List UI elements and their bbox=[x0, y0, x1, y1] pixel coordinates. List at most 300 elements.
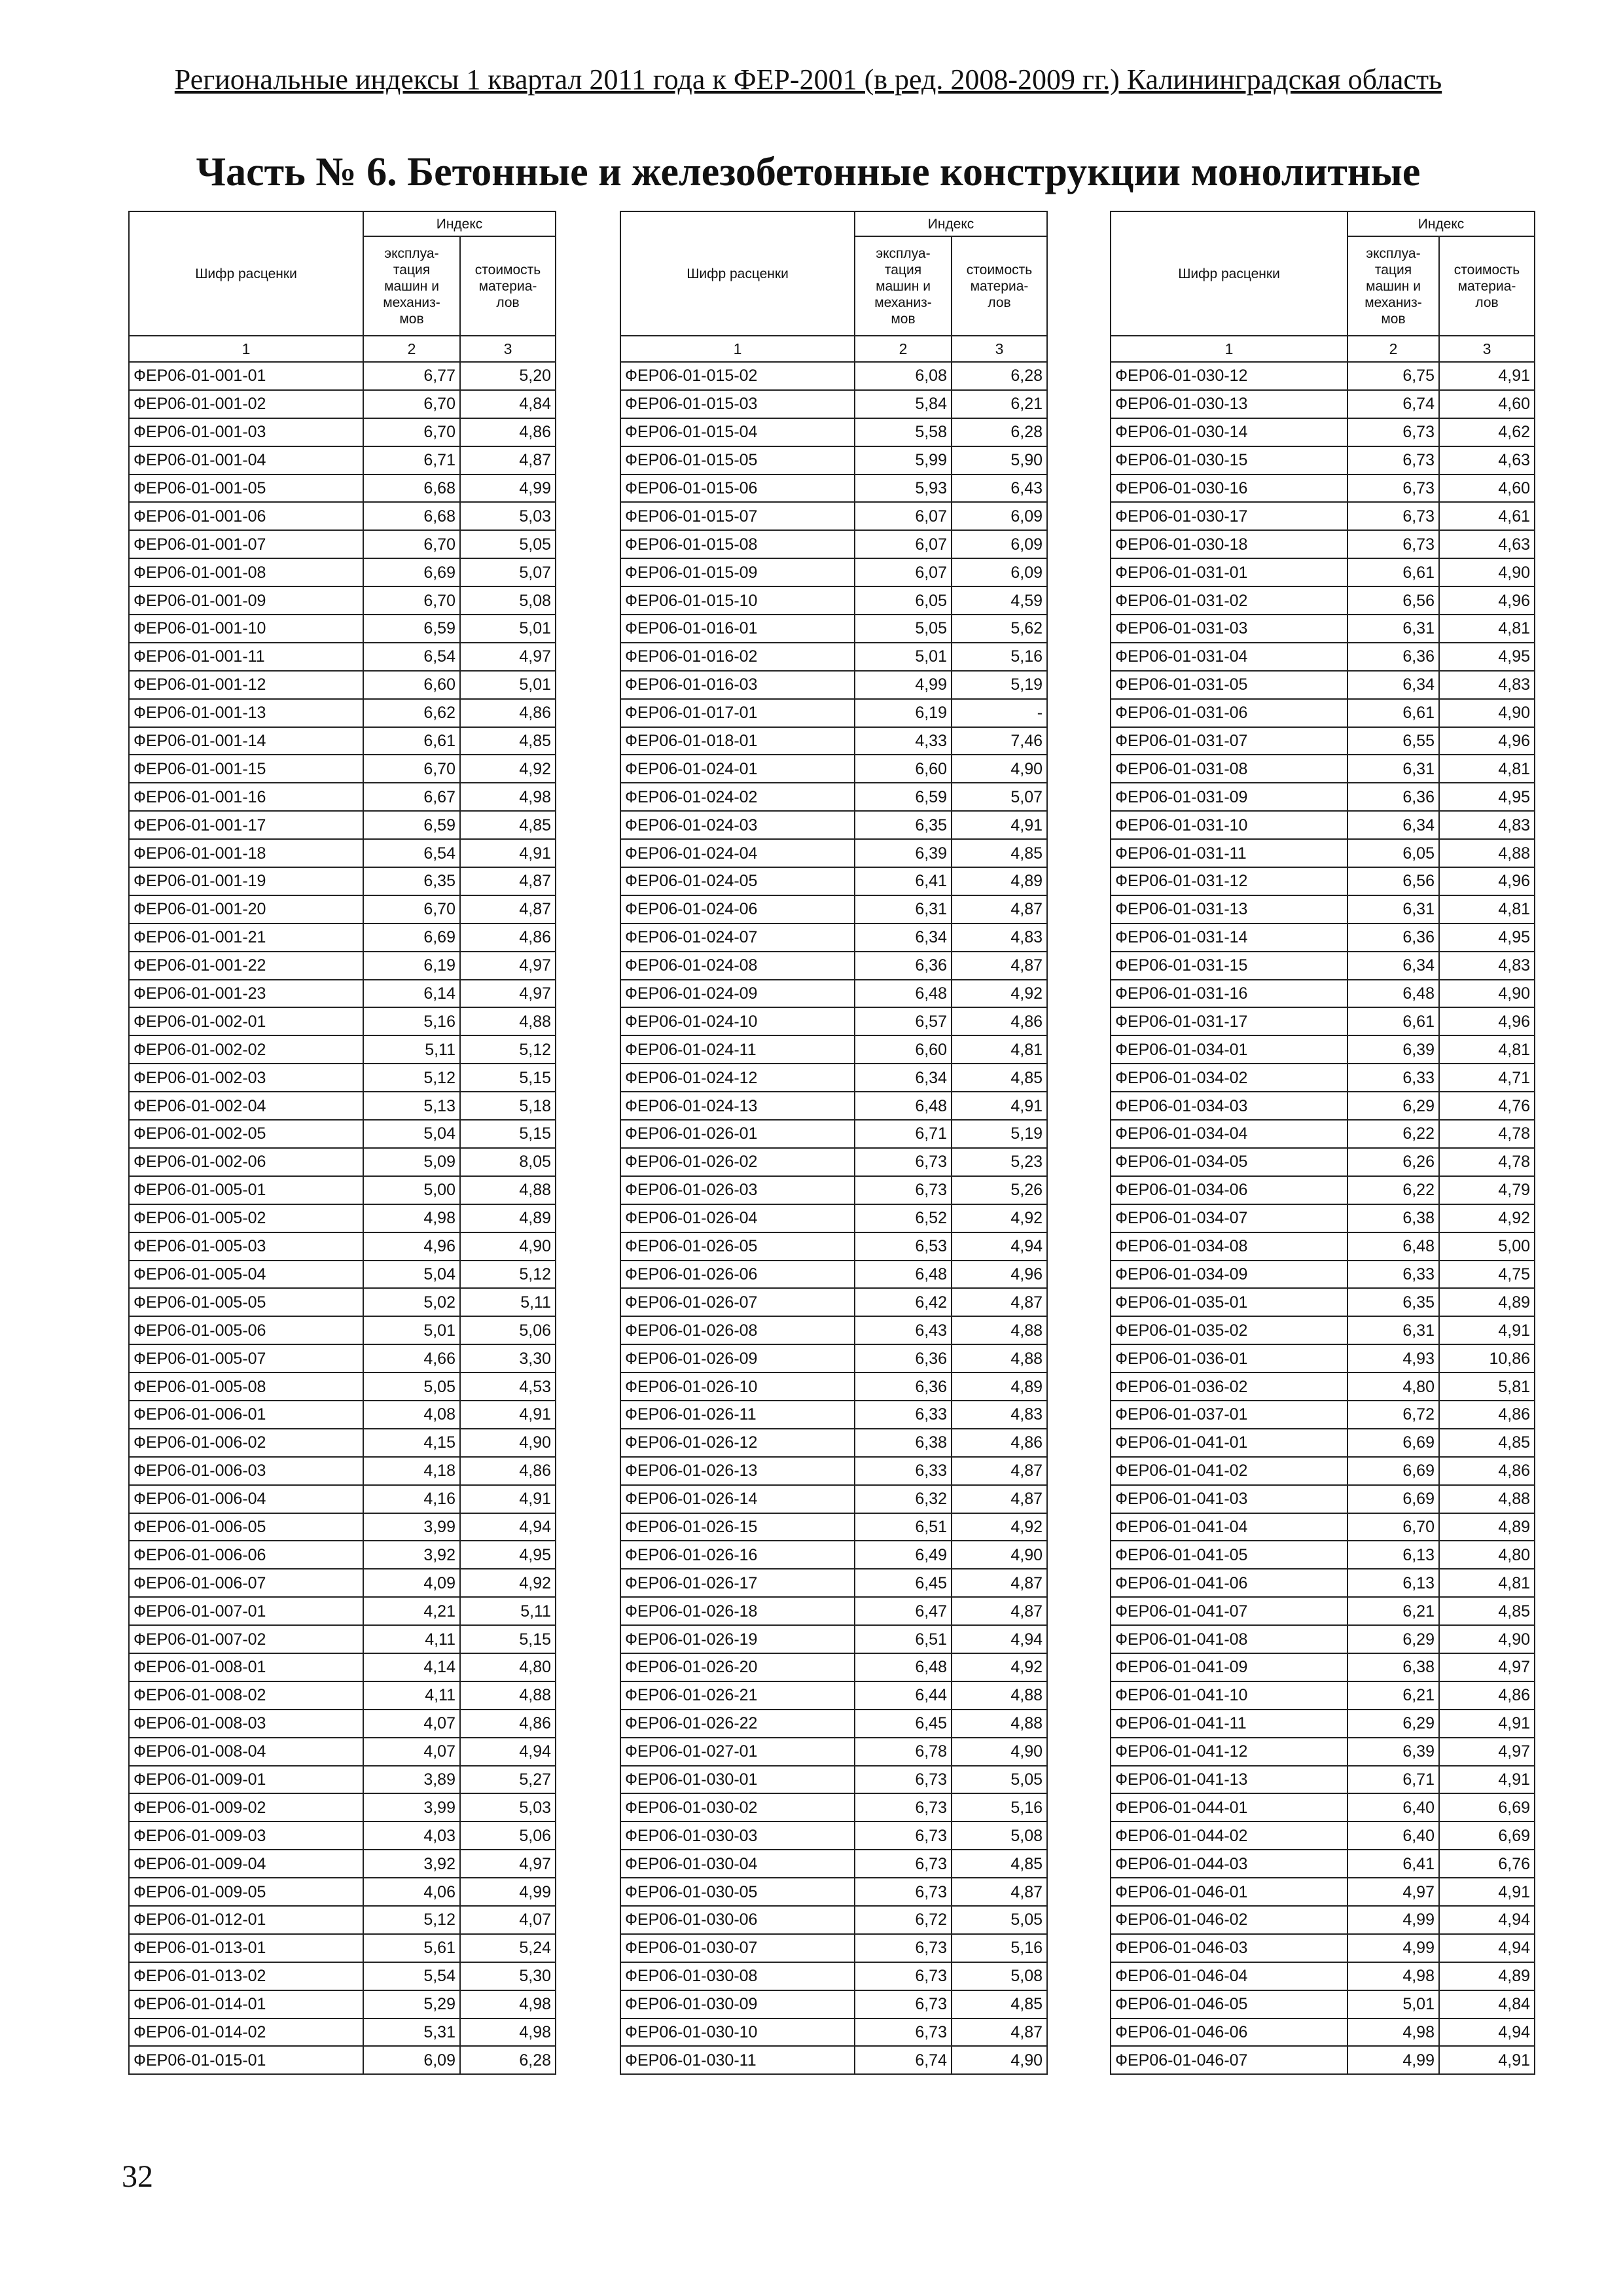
header-code: Шифр расценки bbox=[620, 211, 855, 336]
materials-index-cell: 5,90 bbox=[952, 446, 1047, 475]
rate-code-cell: ФЕР06-01-041-12 bbox=[1111, 1738, 1347, 1766]
rate-code-cell: ФЕР06-01-026-03 bbox=[620, 1176, 855, 1204]
table-row bbox=[620, 1878, 1047, 1906]
table-row bbox=[620, 586, 1047, 615]
machines-index-cell: 4,08 bbox=[363, 1401, 460, 1429]
machines-index-cell: 6,05 bbox=[1347, 839, 1439, 867]
table-row bbox=[1111, 699, 1535, 727]
table-row bbox=[620, 924, 1047, 952]
table-row bbox=[1111, 1738, 1535, 1766]
machines-index-cell: 5,11 bbox=[363, 1035, 460, 1064]
rate-code-cell: ФЕР06-01-006-02 bbox=[129, 1429, 363, 1457]
materials-index-cell: 5,27 bbox=[460, 1766, 556, 1794]
table-row bbox=[1111, 895, 1535, 924]
materials-index-cell: 4,85 bbox=[460, 727, 556, 755]
header-index: Индекс bbox=[363, 211, 556, 236]
rate-code-cell: ФЕР06-01-031-17 bbox=[1111, 1007, 1347, 1035]
materials-index-cell: 4,91 bbox=[1439, 1710, 1535, 1738]
table-row bbox=[1111, 1793, 1535, 1821]
machines-index-cell: 4,11 bbox=[363, 1681, 460, 1710]
table-row bbox=[129, 1204, 556, 1232]
column-number-3: 3 bbox=[1439, 336, 1535, 362]
materials-index-cell: 4,94 bbox=[1439, 2018, 1535, 2047]
materials-index-cell: 5,08 bbox=[460, 586, 556, 615]
machines-index-cell: 6,71 bbox=[1347, 1766, 1439, 1794]
materials-index-cell: 4,86 bbox=[1439, 1457, 1535, 1485]
materials-index-cell: 4,85 bbox=[952, 1850, 1047, 1878]
machines-index-cell: 6,51 bbox=[855, 1513, 952, 1541]
materials-index-cell: 4,90 bbox=[952, 1738, 1047, 1766]
rate-code-cell: ФЕР06-01-026-22 bbox=[620, 1710, 855, 1738]
materials-index-cell: 6,09 bbox=[952, 530, 1047, 558]
table-row bbox=[129, 502, 556, 530]
machines-index-cell: 4,21 bbox=[363, 1597, 460, 1625]
materials-index-cell: 4,87 bbox=[952, 1288, 1047, 1316]
materials-index-cell: 6,28 bbox=[952, 362, 1047, 390]
rate-code-cell: ФЕР06-01-002-02 bbox=[129, 1035, 363, 1064]
rate-code-cell: ФЕР06-01-030-12 bbox=[1111, 362, 1347, 390]
table-row bbox=[129, 1513, 556, 1541]
table-row bbox=[1111, 867, 1535, 895]
rate-code-cell: ФЕР06-01-036-02 bbox=[1111, 1372, 1347, 1401]
materials-index-cell: 4,87 bbox=[952, 1485, 1047, 1513]
machines-index-cell: 6,34 bbox=[855, 1064, 952, 1092]
rate-code-cell: ФЕР06-01-030-14 bbox=[1111, 418, 1347, 446]
table-row bbox=[129, 475, 556, 503]
table-row bbox=[129, 895, 556, 924]
rate-code-cell: ФЕР06-01-024-09 bbox=[620, 980, 855, 1008]
column-number-3: 3 bbox=[460, 336, 556, 362]
machines-index-cell: 6,48 bbox=[855, 1261, 952, 1289]
materials-index-cell: 4,96 bbox=[952, 1261, 1047, 1289]
machines-index-cell: 6,36 bbox=[1347, 783, 1439, 811]
machines-index-cell: 6,22 bbox=[1347, 1176, 1439, 1204]
table-row bbox=[129, 1176, 556, 1204]
materials-index-cell: 5,26 bbox=[952, 1176, 1047, 1204]
materials-index-cell: 4,90 bbox=[1439, 1625, 1535, 1653]
table-row bbox=[1111, 615, 1535, 643]
machines-index-cell: 6,31 bbox=[1347, 615, 1439, 643]
rate-code-cell: ФЕР06-01-001-07 bbox=[129, 530, 363, 558]
table-row bbox=[1111, 1176, 1535, 1204]
rate-code-cell: ФЕР06-01-037-01 bbox=[1111, 1401, 1347, 1429]
rate-code-cell: ФЕР06-01-044-03 bbox=[1111, 1850, 1347, 1878]
materials-index-cell: 4,89 bbox=[460, 1204, 556, 1232]
rate-code-cell: ФЕР06-01-001-02 bbox=[129, 390, 363, 418]
table-row bbox=[1111, 2046, 1535, 2074]
table-row bbox=[620, 1232, 1047, 1261]
rate-code-cell: ФЕР06-01-017-01 bbox=[620, 699, 855, 727]
machines-index-cell: 6,35 bbox=[855, 811, 952, 839]
table-row bbox=[1111, 1569, 1535, 1597]
machines-index-cell: 6,45 bbox=[855, 1569, 952, 1597]
index-table-2 bbox=[620, 211, 1048, 2075]
machines-index-cell: 4,11 bbox=[363, 1625, 460, 1653]
rate-code-cell: ФЕР06-01-026-06 bbox=[620, 1261, 855, 1289]
materials-index-cell: 4,95 bbox=[1439, 643, 1535, 671]
rate-code-cell: ФЕР06-01-001-11 bbox=[129, 643, 363, 671]
materials-index-cell: 5,08 bbox=[952, 1962, 1047, 1990]
column-number-2: 2 bbox=[363, 336, 460, 362]
machines-index-cell: 6,33 bbox=[855, 1457, 952, 1485]
materials-index-cell: 4,91 bbox=[1439, 2046, 1535, 2074]
table-row bbox=[620, 1148, 1047, 1176]
materials-index-cell: 5,07 bbox=[952, 783, 1047, 811]
materials-index-cell: 4,87 bbox=[952, 1569, 1047, 1597]
table-row bbox=[1111, 502, 1535, 530]
rate-code-cell: ФЕР06-01-015-04 bbox=[620, 418, 855, 446]
table-row bbox=[620, 1906, 1047, 1934]
machines-index-cell: 6,19 bbox=[855, 699, 952, 727]
machines-index-cell: 5,13 bbox=[363, 1092, 460, 1120]
rate-code-cell: ФЕР06-01-034-01 bbox=[1111, 1035, 1347, 1064]
table-row bbox=[129, 558, 556, 586]
machines-index-cell: 6,36 bbox=[855, 952, 952, 980]
table-row bbox=[620, 1288, 1047, 1316]
materials-index-cell: 5,62 bbox=[952, 615, 1047, 643]
rate-code-cell: ФЕР06-01-001-18 bbox=[129, 839, 363, 867]
table-row bbox=[620, 446, 1047, 475]
machines-index-cell: 6,56 bbox=[1347, 867, 1439, 895]
machines-index-cell: 6,73 bbox=[855, 1962, 952, 1990]
machines-index-cell: 6,53 bbox=[855, 1232, 952, 1261]
materials-index-cell: 5,06 bbox=[460, 1316, 556, 1344]
materials-index-cell: 4,92 bbox=[952, 1653, 1047, 1681]
rate-code-cell: ФЕР06-01-034-06 bbox=[1111, 1176, 1347, 1204]
table-row bbox=[1111, 1007, 1535, 1035]
machines-index-cell: 6,33 bbox=[855, 1401, 952, 1429]
table-row bbox=[129, 1372, 556, 1401]
machines-index-cell: 6,14 bbox=[363, 980, 460, 1008]
materials-index-cell: 4,90 bbox=[1439, 558, 1535, 586]
materials-index-cell: 5,01 bbox=[460, 671, 556, 699]
materials-index-cell: 5,11 bbox=[460, 1597, 556, 1625]
machines-index-cell: 6,70 bbox=[363, 586, 460, 615]
table-row bbox=[129, 671, 556, 699]
table-row bbox=[1111, 1850, 1535, 1878]
rate-code-cell: ФЕР06-01-041-08 bbox=[1111, 1625, 1347, 1653]
machines-index-cell: 6,38 bbox=[1347, 1653, 1439, 1681]
machines-index-cell: 6,36 bbox=[1347, 924, 1439, 952]
rate-code-cell: ФЕР06-01-041-10 bbox=[1111, 1681, 1347, 1710]
table-row bbox=[1111, 1372, 1535, 1401]
machines-index-cell: 6,07 bbox=[855, 530, 952, 558]
table-row bbox=[129, 1148, 556, 1176]
machines-index-cell: 5,31 bbox=[363, 2018, 460, 2047]
materials-index-cell: 4,97 bbox=[1439, 1653, 1535, 1681]
materials-index-cell: 4,97 bbox=[460, 980, 556, 1008]
machines-index-cell: 6,09 bbox=[363, 2046, 460, 2074]
materials-index-cell: 5,23 bbox=[952, 1148, 1047, 1176]
rate-code-cell: ФЕР06-01-024-12 bbox=[620, 1064, 855, 1092]
materials-index-cell: 6,09 bbox=[952, 502, 1047, 530]
table-row bbox=[129, 2046, 556, 2074]
table-row bbox=[129, 1990, 556, 2018]
materials-index-cell: 4,91 bbox=[460, 839, 556, 867]
table-row bbox=[129, 418, 556, 446]
materials-index-cell: 4,83 bbox=[952, 1401, 1047, 1429]
machines-index-cell: 6,35 bbox=[363, 867, 460, 895]
machines-index-cell: 6,78 bbox=[855, 1738, 952, 1766]
materials-index-cell: 5,05 bbox=[460, 530, 556, 558]
machines-index-cell: 6,49 bbox=[855, 1541, 952, 1569]
machines-index-cell: 5,00 bbox=[363, 1176, 460, 1204]
rate-code-cell: ФЕР06-01-031-11 bbox=[1111, 839, 1347, 867]
materials-index-cell: 5,00 bbox=[1439, 1232, 1535, 1261]
materials-index-cell: 10,86 bbox=[1439, 1344, 1535, 1372]
materials-index-cell: 4,89 bbox=[1439, 1962, 1535, 1990]
table-row bbox=[129, 530, 556, 558]
table-row bbox=[129, 1653, 556, 1681]
machines-index-cell: 4,18 bbox=[363, 1457, 460, 1485]
table-row bbox=[1111, 2018, 1535, 2047]
rate-code-cell: ФЕР06-01-002-04 bbox=[129, 1092, 363, 1120]
rate-code-cell: ФЕР06-01-007-01 bbox=[129, 1597, 363, 1625]
rate-code-cell: ФЕР06-01-030-17 bbox=[1111, 502, 1347, 530]
table-row bbox=[1111, 1316, 1535, 1344]
table-row bbox=[620, 1035, 1047, 1064]
materials-index-cell: 4,85 bbox=[952, 1990, 1047, 2018]
table-body bbox=[129, 362, 556, 2074]
rate-code-cell: ФЕР06-01-035-02 bbox=[1111, 1316, 1347, 1344]
table-row bbox=[620, 1990, 1047, 2018]
machines-index-cell: 6,61 bbox=[1347, 1007, 1439, 1035]
table-row bbox=[620, 643, 1047, 671]
rate-code-cell: ФЕР06-01-026-09 bbox=[620, 1344, 855, 1372]
table-row bbox=[1111, 1653, 1535, 1681]
table-row bbox=[129, 390, 556, 418]
materials-index-cell: 4,91 bbox=[460, 1485, 556, 1513]
rate-code-cell: ФЕР06-01-001-06 bbox=[129, 502, 363, 530]
machines-index-cell: 4,98 bbox=[363, 1204, 460, 1232]
table-row bbox=[620, 783, 1047, 811]
materials-index-cell: 4,60 bbox=[1439, 475, 1535, 503]
column-number-2: 2 bbox=[1347, 336, 1439, 362]
table-row bbox=[129, 446, 556, 475]
materials-index-cell: 4,88 bbox=[952, 1710, 1047, 1738]
machines-index-cell: 3,89 bbox=[363, 1766, 460, 1794]
rate-code-cell: ФЕР06-01-030-07 bbox=[620, 1934, 855, 1962]
materials-index-cell: 4,83 bbox=[1439, 671, 1535, 699]
rate-code-cell: ФЕР06-01-034-02 bbox=[1111, 1064, 1347, 1092]
table-row bbox=[620, 895, 1047, 924]
rate-code-cell: ФЕР06-01-005-02 bbox=[129, 1204, 363, 1232]
page-number: 32 bbox=[122, 2159, 153, 2194]
machines-index-cell: 6,68 bbox=[363, 475, 460, 503]
machines-index-cell: 6,70 bbox=[363, 755, 460, 783]
materials-index-cell: 4,90 bbox=[952, 1541, 1047, 1569]
rate-code-cell: ФЕР06-01-026-20 bbox=[620, 1653, 855, 1681]
table-row bbox=[1111, 1092, 1535, 1120]
machines-index-cell: 4,33 bbox=[855, 727, 952, 755]
machines-index-cell: 6,75 bbox=[1347, 362, 1439, 390]
rate-code-cell: ФЕР06-01-014-01 bbox=[129, 1990, 363, 2018]
table-row bbox=[620, 1793, 1047, 1821]
rate-code-cell: ФЕР06-01-041-02 bbox=[1111, 1457, 1347, 1485]
table-row bbox=[129, 980, 556, 1008]
materials-index-cell: 4,88 bbox=[952, 1344, 1047, 1372]
table-row bbox=[1111, 1485, 1535, 1513]
rate-code-cell: ФЕР06-01-030-05 bbox=[620, 1878, 855, 1906]
table-row bbox=[129, 1793, 556, 1821]
machines-index-cell: 6,73 bbox=[1347, 418, 1439, 446]
machines-index-cell: 6,69 bbox=[363, 558, 460, 586]
materials-index-cell: 4,81 bbox=[952, 1035, 1047, 1064]
table-row bbox=[620, 362, 1047, 390]
rate-code-cell: ФЕР06-01-026-04 bbox=[620, 1204, 855, 1232]
table-row bbox=[129, 1625, 556, 1653]
machines-index-cell: 6,43 bbox=[855, 1316, 952, 1344]
materials-index-cell: 5,30 bbox=[460, 1962, 556, 1990]
rate-code-cell: ФЕР06-01-026-21 bbox=[620, 1681, 855, 1710]
rate-code-cell: ФЕР06-01-036-01 bbox=[1111, 1344, 1347, 1372]
table-row bbox=[129, 1934, 556, 1962]
rate-code-cell: ФЕР06-01-001-03 bbox=[129, 418, 363, 446]
table-row bbox=[1111, 1513, 1535, 1541]
rate-code-cell: ФЕР06-01-015-08 bbox=[620, 530, 855, 558]
materials-index-cell: 5,08 bbox=[952, 1821, 1047, 1850]
rate-code-cell: ФЕР06-01-001-01 bbox=[129, 362, 363, 390]
table-row bbox=[1111, 558, 1535, 586]
materials-index-cell: 4,90 bbox=[1439, 699, 1535, 727]
table-row bbox=[1111, 783, 1535, 811]
materials-index-cell: 4,92 bbox=[952, 1513, 1047, 1541]
machines-index-cell: 5,16 bbox=[363, 1007, 460, 1035]
rate-code-cell: ФЕР06-01-046-07 bbox=[1111, 2046, 1347, 2074]
table-row bbox=[620, 530, 1047, 558]
table-row bbox=[129, 1035, 556, 1064]
materials-index-cell: 6,09 bbox=[952, 558, 1047, 586]
table-row bbox=[620, 1007, 1047, 1035]
machines-index-cell: 6,29 bbox=[1347, 1625, 1439, 1653]
table-row bbox=[1111, 1261, 1535, 1289]
table-row bbox=[129, 615, 556, 643]
rate-code-cell: ФЕР06-01-031-12 bbox=[1111, 867, 1347, 895]
machines-index-cell: 6,59 bbox=[855, 783, 952, 811]
machines-index-cell: 6,57 bbox=[855, 1007, 952, 1035]
table-row bbox=[620, 1344, 1047, 1372]
machines-index-cell: 6,62 bbox=[363, 699, 460, 727]
table-body bbox=[620, 362, 1047, 2074]
table-row bbox=[129, 1569, 556, 1597]
rate-code-cell: ФЕР06-01-026-13 bbox=[620, 1457, 855, 1485]
rate-code-cell: ФЕР06-01-024-03 bbox=[620, 811, 855, 839]
rate-code-cell: ФЕР06-01-005-06 bbox=[129, 1316, 363, 1344]
materials-index-cell: 4,96 bbox=[1439, 1007, 1535, 1035]
machines-index-cell: 4,14 bbox=[363, 1653, 460, 1681]
table-row bbox=[1111, 924, 1535, 952]
machines-index-cell: 6,73 bbox=[855, 1766, 952, 1794]
rate-code-cell: ФЕР06-01-041-07 bbox=[1111, 1597, 1347, 1625]
rate-code-cell: ФЕР06-01-026-10 bbox=[620, 1372, 855, 1401]
rate-code-cell: ФЕР06-01-013-01 bbox=[129, 1934, 363, 1962]
materials-index-cell: 6,76 bbox=[1439, 1850, 1535, 1878]
table-row bbox=[129, 755, 556, 783]
machines-index-cell: 6,67 bbox=[363, 783, 460, 811]
machines-index-cell: 5,12 bbox=[363, 1906, 460, 1934]
table-row bbox=[620, 1092, 1047, 1120]
machines-index-cell: 6,13 bbox=[1347, 1569, 1439, 1597]
materials-index-cell: 6,28 bbox=[952, 418, 1047, 446]
machines-index-cell: 6,33 bbox=[1347, 1261, 1439, 1289]
materials-index-cell: 4,98 bbox=[460, 1990, 556, 2018]
materials-index-cell: 5,19 bbox=[952, 671, 1047, 699]
machines-index-cell: 6,48 bbox=[1347, 1232, 1439, 1261]
rate-code-cell: ФЕР06-01-001-22 bbox=[129, 952, 363, 980]
column-number-2: 2 bbox=[855, 336, 952, 362]
machines-index-cell: 6,70 bbox=[363, 530, 460, 558]
table-row bbox=[129, 586, 556, 615]
rate-code-cell: ФЕР06-01-034-03 bbox=[1111, 1092, 1347, 1120]
materials-index-cell: 5,03 bbox=[460, 1793, 556, 1821]
materials-index-cell: 4,79 bbox=[1439, 1176, 1535, 1204]
materials-index-cell: 4,94 bbox=[1439, 1906, 1535, 1934]
machines-index-cell: 6,73 bbox=[855, 1821, 952, 1850]
column-number-1: 1 bbox=[1111, 336, 1347, 362]
machines-index-cell: 6,72 bbox=[1347, 1401, 1439, 1429]
machines-index-cell: 6,69 bbox=[1347, 1485, 1439, 1513]
materials-index-cell: 5,16 bbox=[952, 1934, 1047, 1962]
header-machines bbox=[1347, 236, 1439, 336]
header-machines-label: эксплуа- тация машин и механиз- мов bbox=[1364, 245, 1422, 327]
machines-index-cell: 4,09 bbox=[363, 1569, 460, 1597]
materials-index-cell: 5,03 bbox=[460, 502, 556, 530]
materials-index-cell: 4,88 bbox=[1439, 839, 1535, 867]
materials-index-cell: 4,71 bbox=[1439, 1064, 1535, 1092]
machines-index-cell: 5,01 bbox=[855, 643, 952, 671]
rate-code-cell: ФЕР06-01-030-03 bbox=[620, 1821, 855, 1850]
rate-code-cell: ФЕР06-01-001-08 bbox=[129, 558, 363, 586]
machines-index-cell: 5,01 bbox=[363, 1316, 460, 1344]
table-row bbox=[1111, 1288, 1535, 1316]
table-row bbox=[620, 980, 1047, 1008]
table-row bbox=[129, 839, 556, 867]
table-row bbox=[129, 1401, 556, 1429]
machines-index-cell: 5,12 bbox=[363, 1064, 460, 1092]
table-row bbox=[620, 558, 1047, 586]
rate-code-cell: ФЕР06-01-015-03 bbox=[620, 390, 855, 418]
materials-index-cell: 4,91 bbox=[1439, 1766, 1535, 1794]
materials-index-cell: 4,90 bbox=[952, 2046, 1047, 2074]
machines-index-cell: 6,51 bbox=[855, 1625, 952, 1653]
machines-index-cell: 5,84 bbox=[855, 390, 952, 418]
machines-index-cell: 6,73 bbox=[855, 1934, 952, 1962]
machines-index-cell: 6,73 bbox=[855, 1850, 952, 1878]
header-materials bbox=[1439, 236, 1535, 336]
rate-code-cell: ФЕР06-01-009-03 bbox=[129, 1821, 363, 1850]
rate-code-cell: ФЕР06-01-026-18 bbox=[620, 1597, 855, 1625]
table-row bbox=[1111, 1120, 1535, 1148]
machines-index-cell: 3,99 bbox=[363, 1793, 460, 1821]
materials-index-cell: 4,99 bbox=[460, 1878, 556, 1906]
materials-index-cell: 4,85 bbox=[952, 839, 1047, 867]
rate-code-cell: ФЕР06-01-005-03 bbox=[129, 1232, 363, 1261]
table-row bbox=[129, 1344, 556, 1372]
header-index: Индекс bbox=[855, 211, 1047, 236]
materials-index-cell: 4,85 bbox=[460, 811, 556, 839]
table-row bbox=[1111, 1821, 1535, 1850]
table-row bbox=[1111, 727, 1535, 755]
machines-index-cell: 4,99 bbox=[1347, 1934, 1439, 1962]
table-row bbox=[1111, 1429, 1535, 1457]
materials-index-cell: 4,89 bbox=[952, 867, 1047, 895]
rate-code-cell: ФЕР06-01-044-02 bbox=[1111, 1821, 1347, 1850]
table-row bbox=[1111, 1710, 1535, 1738]
rate-code-cell: ФЕР06-01-031-14 bbox=[1111, 924, 1347, 952]
machines-index-cell: 6,31 bbox=[1347, 895, 1439, 924]
materials-index-cell: 5,20 bbox=[460, 362, 556, 390]
materials-index-cell: 4,85 bbox=[1439, 1597, 1535, 1625]
